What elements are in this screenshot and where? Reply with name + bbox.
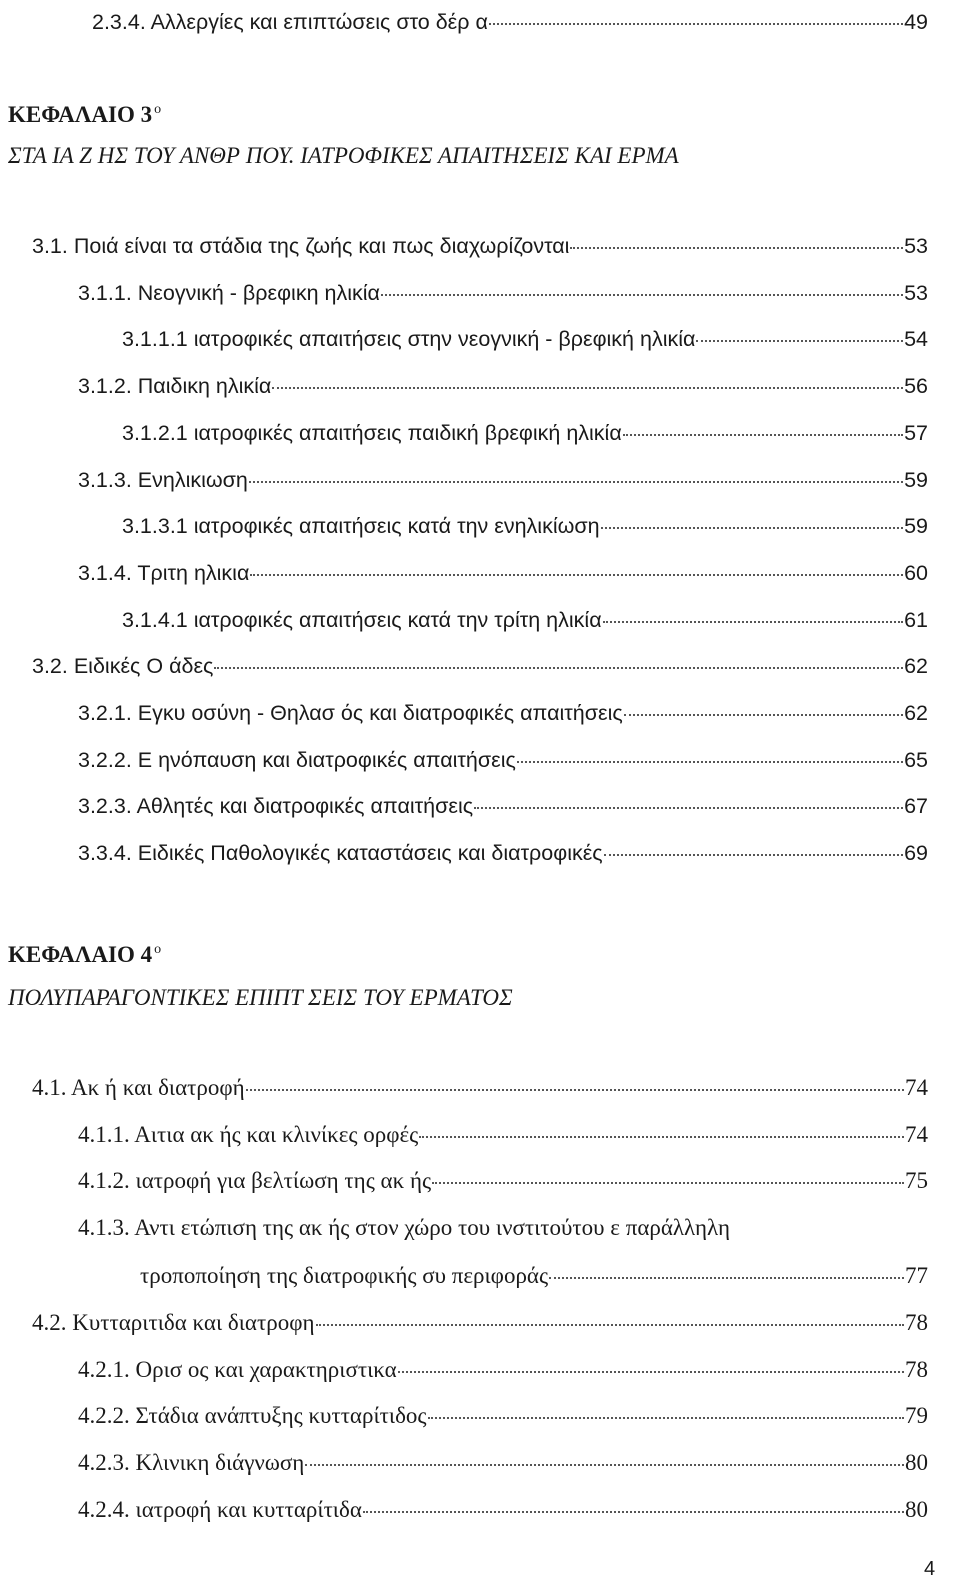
leader-dots (249, 481, 903, 483)
toc-entry[interactable] (92, 4, 928, 40)
toc-entry[interactable] (78, 368, 928, 404)
leader-dots (474, 807, 903, 809)
toc-entry-text: 3.1. Ποιά είναι τα στάδια της ζωής και πως διαχωρίζονται (32, 234, 570, 258)
leader-dots (316, 1324, 905, 1326)
toc-entry-text: 3.1.4. Τριτη ηλικια (78, 561, 250, 585)
toc-entry-page: 61 (904, 608, 928, 632)
toc-entry-text: 3.1.2.1 ιατροφικές απαιτήσεις παιδική βρεφική ηλικία (122, 421, 622, 445)
chapter-subtitle: ΠΟΛΥΠΑΡΑΓΟΝΤΙΚΕΣ ΕΠΙΠΤ ΣΕΙΣ ΤΟΥ ΕΡΜΑΤΟΣ (8, 985, 513, 1010)
toc-entry[interactable] (78, 1398, 928, 1434)
toc-entry-text: 3.1.3.1 ιατροφικές απαιτήσεις κατά την ενηλικίωση (122, 514, 600, 538)
leader-dots (272, 387, 903, 389)
chapter-heading (8, 932, 161, 968)
toc-entry-page: 56 (904, 374, 928, 398)
leader-dots (549, 1277, 904, 1279)
toc-entry-text: τροποποίηση της διατροφικής συ περιφοράς (140, 1263, 549, 1288)
page-number: 4 (924, 1558, 936, 1580)
toc-entry[interactable] (78, 1445, 928, 1481)
toc-entry-page: 74 (905, 1075, 928, 1100)
leader-dots (623, 434, 903, 436)
toc-entry-text: 4.1.2. ιατροφή για βελτίωση της ακ ής (78, 1168, 432, 1193)
toc-entry-text: 4.2.1. Ορισ ος και χαρακτηριστικα (78, 1357, 397, 1382)
leader-dots (363, 1511, 904, 1513)
toc-entry-text: 3.1.2. Παιδικη ηλικία (78, 374, 272, 398)
toc-entry-text: 3.2. Ειδικές Ο άδες (32, 654, 214, 678)
toc-entry-text: 4.2. Κυτταριτιδα και διατροφη (32, 1310, 315, 1335)
chapter-heading-text: ΚΕΦΑΛΑΙΟ 4 (8, 942, 153, 967)
toc-entry[interactable] (32, 1070, 928, 1106)
toc-entry-page: 67 (904, 794, 928, 818)
toc-entry-page: 77 (905, 1263, 928, 1288)
toc-entry[interactable] (32, 1305, 928, 1341)
leader-dots (489, 23, 903, 25)
toc-entry[interactable] (78, 462, 928, 498)
leader-dots (432, 1182, 904, 1184)
leader-dots (517, 761, 903, 763)
toc-entry[interactable] (78, 1117, 928, 1153)
leader-dots (305, 1464, 904, 1466)
toc-entry-page: 53 (904, 281, 928, 305)
toc-entry[interactable] (32, 228, 928, 264)
leader-dots (398, 1371, 904, 1373)
toc-entry-page: 49 (904, 10, 928, 34)
toc-entry-text: 3.2.2. Ε ηνόπαυση και διατροφικές απαιτήσεις (78, 748, 516, 772)
ordinal-superscript: ο (154, 102, 162, 117)
toc-entry-text: 3.1.4.1 ιατροφικές απαιτήσεις κατά την τρίτη ηλικία (122, 608, 602, 632)
leader-dots (604, 854, 903, 856)
toc-entry-text: 3.1.1.1 ιατροφικές απαιτήσεις στην νεογνική - βρεφική ηλικία (122, 327, 696, 351)
toc-entry-page: 62 (904, 654, 928, 678)
toc-entry[interactable] (78, 788, 928, 824)
toc-entry[interactable] (32, 648, 928, 684)
chapter-heading-text: ΚΕΦΑΛΑΙΟ 3 (8, 102, 153, 127)
leader-dots (601, 527, 903, 529)
toc-entry-text: 3.2.1. Εγκυ οσύνη - Θηλασ ός και διατροφικές απαιτήσεις (78, 701, 623, 725)
toc-entry-page: 78 (905, 1357, 928, 1382)
toc-entry-text: 3.3.4. Ειδικές Παθολογικές καταστάσεις και διατροφικές (78, 841, 603, 865)
toc-entry-text: 3.1.1. Νεογνική - βρεφικη ηλικία (78, 281, 380, 305)
leader-dots (381, 294, 903, 296)
toc-entry-text: 4.1.1. Αιτια ακ ής και κλινίκες ορφές (78, 1122, 419, 1147)
toc-entry[interactable] (78, 1492, 928, 1528)
toc-entry-text: 4.2.4. ιατροφή και κυτταρίτιδα (78, 1497, 362, 1522)
toc-entry-text: 4.1. Ακ ή και διατροφή (32, 1075, 245, 1100)
leader-dots (214, 667, 903, 669)
toc-entry-page: 65 (904, 748, 928, 772)
toc-entry-text: 4.2.2. Στάδια ανάπτυξης κυτταρίτιδος (78, 1403, 427, 1428)
toc-entry-page: 57 (904, 421, 928, 445)
chapter-heading (8, 92, 161, 128)
toc-entry-page: 78 (905, 1310, 928, 1335)
toc-entry-page: 62 (904, 701, 928, 725)
toc-entry[interactable] (78, 1352, 928, 1388)
leader-dots (419, 1136, 904, 1138)
toc-entry-page: 80 (905, 1450, 928, 1475)
toc-entry-page: 80 (905, 1497, 928, 1522)
toc-entry-text: 3.2.3. Αθλητές και διατροφικές απαιτήσεις (78, 794, 474, 818)
toc-entry-page: 60 (904, 561, 928, 585)
leader-dots (428, 1417, 904, 1419)
toc-entry-text: 3.1.3. Ενηλικιωση (78, 468, 248, 492)
toc-entry[interactable] (122, 602, 928, 638)
toc-entry[interactable] (78, 742, 928, 778)
toc-entry-page: 69 (904, 841, 928, 865)
leader-dots (624, 714, 903, 716)
toc-entry[interactable] (78, 275, 928, 311)
ordinal-superscript: ο (154, 942, 162, 957)
toc-entry[interactable] (140, 1258, 928, 1294)
toc-entry-page: 75 (905, 1168, 928, 1193)
toc-entry[interactable] (78, 1163, 928, 1199)
toc-entry-page: 54 (904, 327, 928, 351)
toc-entry[interactable] (78, 555, 928, 591)
toc-entry-page: 53 (904, 234, 928, 258)
toc-entry-page: 74 (905, 1122, 928, 1147)
leader-dots (570, 247, 903, 249)
toc-entry-page: 59 (904, 514, 928, 538)
chapter-subtitle: ΣΤΑ ΙΑ Ζ ΗΣ ΤΟΥ ΑΝΘΡ ΠΟΥ. ΙΑΤΡΟΦΙΚΕΣ ΑΠΑΙΤΗΣΕΙΣ ΚΑΙ ΕΡΜΑ (8, 143, 679, 168)
leader-dots (603, 621, 903, 623)
toc-entry[interactable] (122, 508, 928, 544)
toc-entry[interactable] (78, 695, 928, 731)
toc-entry-page: 79 (905, 1403, 928, 1428)
leader-dots (246, 1089, 904, 1091)
toc-entry-text: 4.2.3. Κλινικη διάγνωση (78, 1450, 305, 1475)
leader-dots (250, 574, 903, 576)
toc-entry[interactable] (78, 835, 928, 871)
toc-entry-page: 59 (904, 468, 928, 492)
leader-dots (696, 340, 903, 342)
toc-entry-text[interactable]: 4.1.3. Αντι ετώπιση της ακ ής στον χώρο του ινστιτούτου ε παράλληλη (78, 1215, 731, 1240)
toc-entry-text: 2.3.4. Αλλεργίες και επιπτώσεις στο δέρ α (92, 10, 488, 34)
toc-entry[interactable] (122, 321, 928, 357)
toc-entry[interactable] (122, 415, 928, 451)
